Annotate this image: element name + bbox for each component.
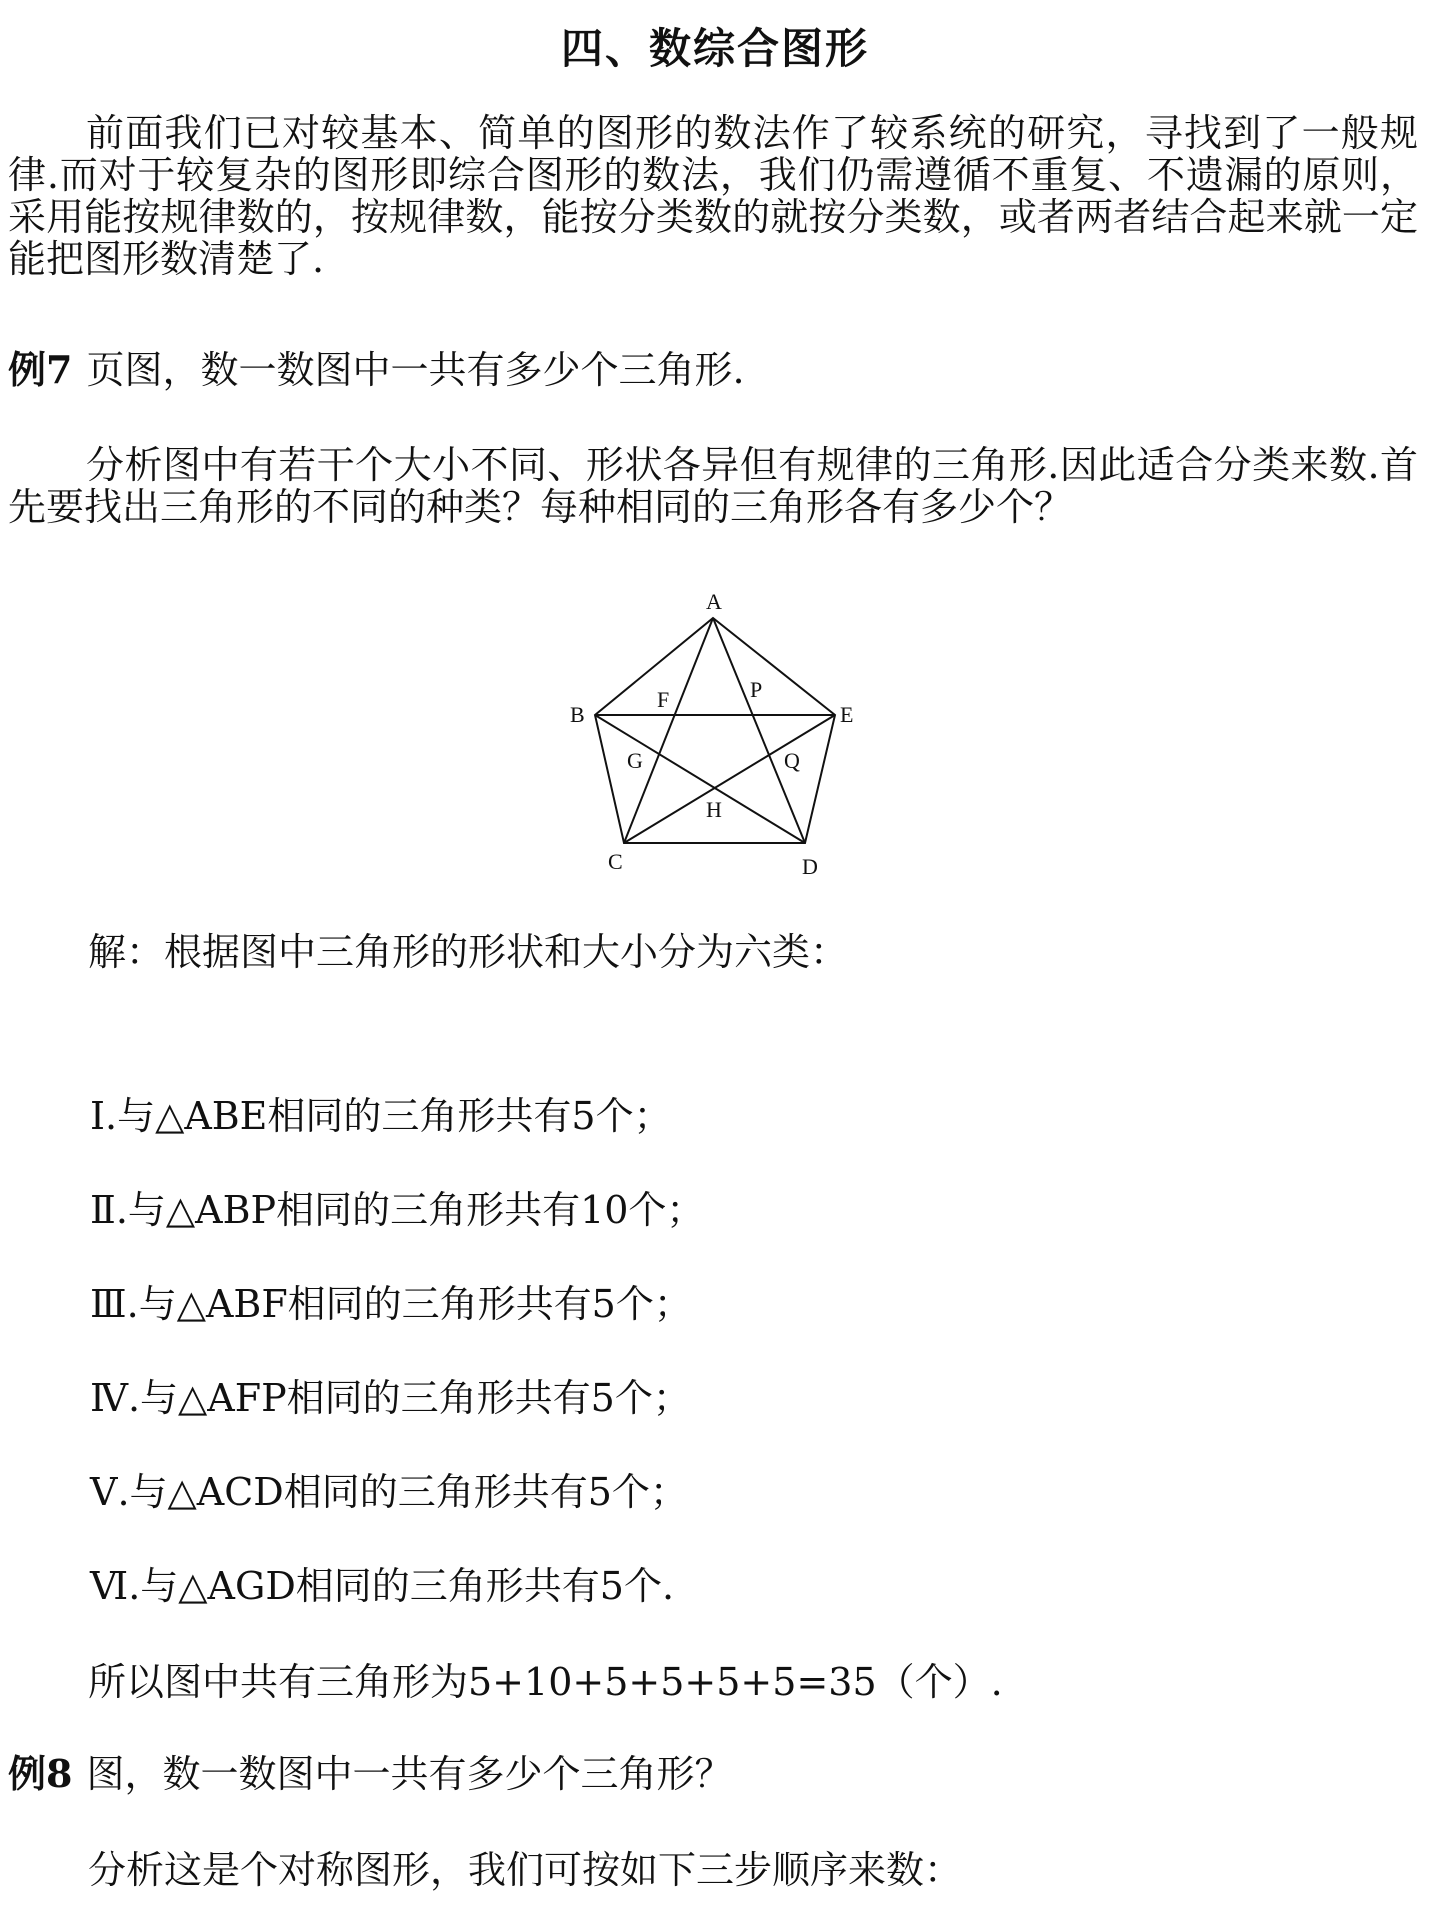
solution-item: Ⅲ.与△ABF相同的三角形共有5个； xyxy=(90,1282,692,1326)
label-d: D xyxy=(802,854,818,879)
label-c: C xyxy=(608,849,623,874)
example-7-question xyxy=(8,348,745,392)
example-7-question-text: 页图，数一数图中一共有多少个三角形. xyxy=(86,348,745,392)
example-8-question-text: 图，数一数图中一共有多少个三角形？ xyxy=(86,1752,733,1796)
page-title: 四、数综合图形 xyxy=(560,24,869,73)
solution-intro: 解：根据图中三角形的形状和大小分为六类： xyxy=(88,930,849,974)
solution-item: Ⅰ.与△ABE相同的三角形共有5个； xyxy=(90,1094,672,1138)
example-8-tag: 例8 xyxy=(8,1751,73,1796)
label-h: H xyxy=(706,797,722,822)
pentagram-figure xyxy=(560,585,860,885)
label-g: G xyxy=(627,748,643,773)
intro-paragraph: 前面我们已对较基本、简单的图形的数法作了较系统的研究，寻找到了一般规律.而对于较复杂的图形即综合图形的数法，我们仍需遵循不重复、不遗漏的原则，采用能按规律数的，按规律数，能按分类数的就按分类数，或者两者结合起来就一定能把图形数清楚了. xyxy=(8,111,1418,281)
example-8-analysis: 分析这是个对称图形，我们可按如下三步顺序来数： xyxy=(88,1848,963,1892)
line-e-c xyxy=(624,715,835,843)
label-b: B xyxy=(570,702,585,727)
solution-item: Ⅳ.与△AFP相同的三角形共有5个； xyxy=(90,1376,691,1420)
line-a-d xyxy=(713,618,805,843)
solution-item: Ⅱ.与△ABP相同的三角形共有10个； xyxy=(90,1188,705,1232)
line-a-c xyxy=(624,618,713,843)
label-a: A xyxy=(706,589,722,614)
solution-item: Ⅵ.与△AGD相同的三角形共有5个. xyxy=(90,1564,675,1608)
label-f: F xyxy=(657,687,670,712)
example-7-analysis: 分析图中有若干个大小不同、形状各异但有规律的三角形.因此适合分类来数.首先要找出三角形的不同的种类？每种相同的三角形各有多少个？ xyxy=(8,443,1418,529)
label-p: P xyxy=(750,677,763,702)
label-e: E xyxy=(840,702,854,727)
line-b-d xyxy=(595,715,805,843)
label-q: Q xyxy=(784,748,800,773)
example-7-tag: 例7 xyxy=(8,347,73,392)
solution-conclusion: 所以图中共有三角形为5+10+5+5+5+5=35（个）. xyxy=(88,1660,1003,1704)
solution-item: Ⅴ.与△ACD相同的三角形共有5个； xyxy=(90,1470,688,1514)
example-8-question xyxy=(8,1752,732,1796)
